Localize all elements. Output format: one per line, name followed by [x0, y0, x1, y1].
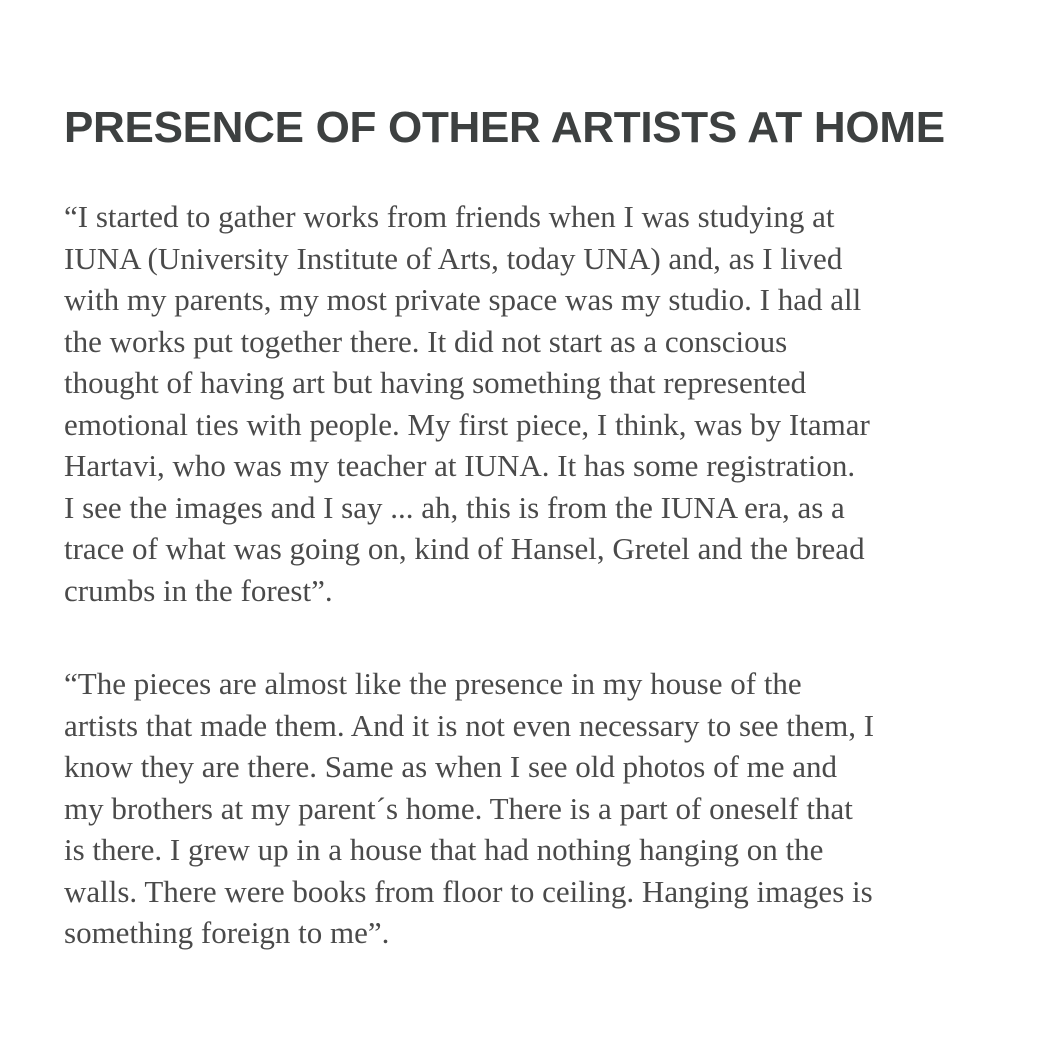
quote-paragraph-1 [64, 196, 1024, 611]
paragraph-line: “I started to gather works from friends when I was studying at [64, 199, 835, 234]
paragraph-line: emotional ties with people. My first piece, I think, was by Itamar [64, 406, 870, 442]
paragraph-line: I see the images and I say ... ah, this is from the IUNA era, as a [64, 489, 845, 525]
paragraph-line: IUNA (University Institute of Arts, today UNA) and, as I lived [64, 240, 843, 276]
paragraph-line: the works put together there. It did not start as a conscious [64, 323, 788, 359]
paragraph-line: Hartavi, who was my teacher at IUNA. It has some registration. [64, 448, 856, 483]
paragraph-line: artists that made them. And it is not even necessary to see them, I [64, 707, 875, 743]
paragraph-line: my brothers at my parent´s home. There is a part of oneself that [64, 790, 853, 826]
paragraph-line: is there. I grew up in a house that had nothing hanging on the [64, 832, 824, 867]
paragraph-line: “The pieces are almost like the presence in my house of the [64, 666, 802, 701]
page-title: PRESENCE OF OTHER ARTISTS AT HOME [64, 103, 945, 152]
paragraph-line: know they are there. Same as when I see old photos of me and [64, 749, 838, 784]
paragraph-line: crumbs in the forest”. [64, 572, 333, 608]
paragraph-line: walls. There were books from floor to ceiling. Hanging images is [64, 873, 873, 909]
paragraph-line: thought of having art but having something that represented [64, 365, 807, 400]
paragraph-line: with my parents, my most private space was my studio. I had all [64, 282, 862, 317]
quote-paragraph-2 [64, 663, 1024, 954]
paragraph-line: something foreign to me”. [64, 915, 390, 950]
paragraph-line: trace of what was going on, kind of Hansel, Gretel and the bread [64, 531, 865, 566]
